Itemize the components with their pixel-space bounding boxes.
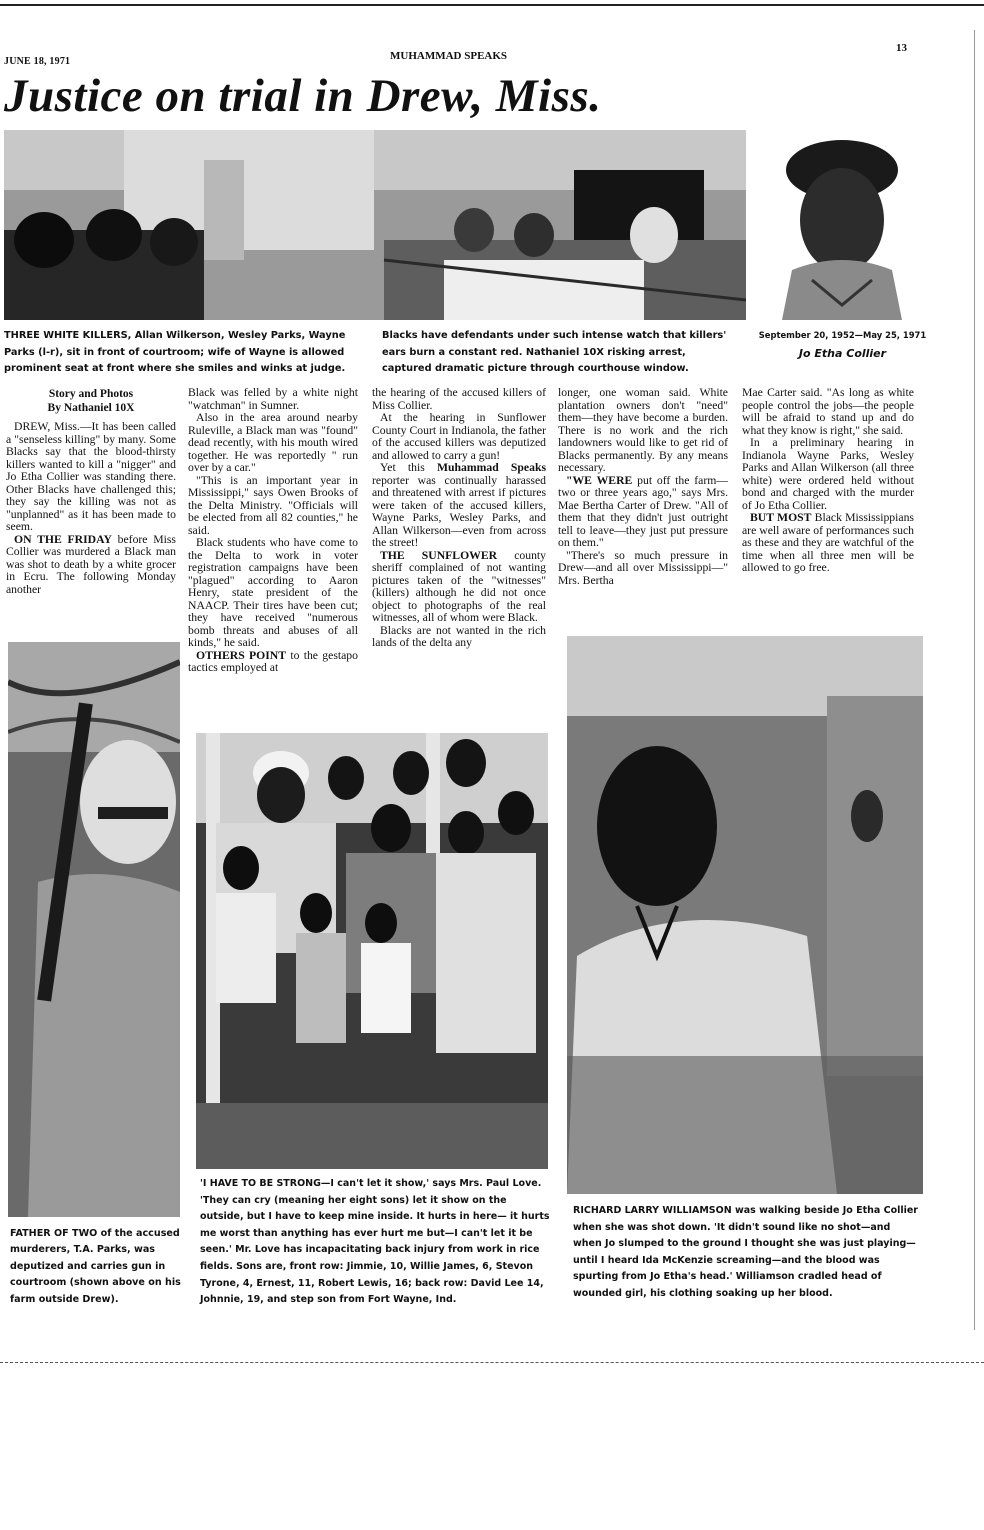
paragraph: Black was felled by a white night "watchman" in Sumner. xyxy=(188,386,358,412)
courtroom-photo-image xyxy=(4,130,746,320)
bottom-rule xyxy=(0,1362,984,1363)
paragraph: Black students who have come to the Delta to work in voter registration campaigns have been "plagued" according to Aaron Henry, state president of the NAACP. Their tires have been cut; they have received "numerous bomb threats and abuses of all kinds," he said. xyxy=(188,536,358,649)
williamson-photo xyxy=(567,636,923,1194)
portrait-image xyxy=(752,130,927,320)
paragraph: DREW, Miss.—It has been called a "senseless killing" by many. Some Blacks say that the blood-thirsty killers wanted to kill a "nigger" and Jo Etha Collier was standing there. Other Blacks have challenged this; they say the killing was not as "unplanned" as it has been made to seem. xyxy=(6,420,176,533)
top-rule xyxy=(0,4,984,6)
paragraph: "There's so much pressure in Drew—and all over Mississippi—" Mrs. Bertha xyxy=(558,548,728,587)
article-column-3 xyxy=(372,387,546,650)
paragraph xyxy=(372,462,546,550)
portrait-name: Jo Etha Collier xyxy=(798,347,887,360)
paragraph-text: to the gestapo tactics employed at xyxy=(188,648,358,674)
portrait-dates: September 20, 1952—May 25, 1971 xyxy=(758,330,927,340)
byline xyxy=(6,387,176,415)
page-number: 13 xyxy=(896,42,907,54)
paragraph xyxy=(372,550,546,625)
paragraph: Mae Carter said. "As long as white people control the jobs—the people will be afraid to stand up and do what they know is right," she said. xyxy=(742,386,914,437)
article-column-1 xyxy=(6,387,176,596)
paragraph: In a preliminary hearing in Indianola Wayne Parks, Wesley Parks and Allan Wilkerson (all three white) were ordered held without bond and charged with the murder of Jo Etha Collier. xyxy=(742,436,914,512)
paragraph: the hearing of the accused killers of Miss Collier. xyxy=(372,386,546,412)
paragraph-text: before Miss Collier was murdered a Black man was shot to death by a white grocer in Ecru. The following Monday another xyxy=(6,532,176,596)
father-caption: FATHER OF TWO of the accused murderers, T.A. Parks, was deputized and carries gun in courtroom (shown above on his farm outside Drew). xyxy=(10,1228,181,1305)
family-caption: 'I HAVE TO BE STRONG—I can't let it show,' says Mrs. Paul Love. 'They can cry (meaning her eight sons) let it show on the outside, but I have to keep mine inside. It hurts in here— it hurts me worst than anything has ever hurt me but—I can't let it be seen.' Mr. Love has incapacitating back injury from work in rice fields. Sons are, front row: Jimmie, 10, Willie James, 6, Stevon Tyrone, 4, Ernest, 11, Robert Lewis, 16; back row: David Lee 14, Johnnie, 19, and step son from Fort Wayne, Ind. xyxy=(200,1178,550,1306)
paragraph: longer, one woman said. White plantation owners don't "need" them—they have become a burden. There is no work and the rich landowners would like to get rid of Blacks permanently. By any means necessary. xyxy=(558,386,728,474)
byline-line-2: By Nathaniel 10X xyxy=(47,402,135,414)
lead-in: BUT MOST xyxy=(750,511,812,524)
issue-date: JUNE 18, 1971 xyxy=(4,56,71,67)
lead-in: THE SUNFLOWER xyxy=(380,548,498,562)
paragraph xyxy=(6,534,176,597)
courtroom-caption-left: THREE WHITE KILLERS, Allan Wilkerson, Wesley Parks, Wayne Parks (l-r), sit in front of courtroom; wife of Wayne is allowed prominent seat at front where she smiles and winks at judge. xyxy=(4,330,346,374)
lead-in: "WE WERE xyxy=(566,473,633,487)
paragraph-text: county sheriff complained of not wanting pictures taken of the "witnesses" (killers) although he did not once object to photographs of the real witnesses, all of whom were Black. xyxy=(372,548,547,624)
paragraph-text: reporter was continually harassed and threatened with arrest if pictures were taken of the accused killers, Wayne Parks, Wesley Parks, and Allan Wilkerson—even from across the street! xyxy=(372,473,546,549)
father-photo-image xyxy=(8,642,180,1217)
paper-name-bold: Muhammad Speaks xyxy=(437,461,546,474)
article-column-4 xyxy=(558,387,728,587)
lead-in: OTHERS POINT xyxy=(196,648,287,662)
courtroom-photo xyxy=(4,130,746,320)
paragraph-text: Black Mississippians are well aware of performances such as these and they are watchful of the time when all three men will be allowed to go free. xyxy=(742,511,914,574)
paragraph xyxy=(742,512,914,575)
newspaper-name: MUHAMMAD SPEAKS xyxy=(390,50,508,62)
lead-in: ON THE FRIDAY xyxy=(14,532,112,546)
article-column-5 xyxy=(742,387,914,575)
williamson-caption: RICHARD LARRY WILLIAMSON was walking beside Jo Etha Collier when she was shot down. 'It didn't sound like no shot—and when Jo slumped to the ground I thought she was just playing—until I heard Ida McKenzie screaming—and the blood was spurting from Jo Etha's head.' Williamson cradled head of wounded girl, his clothing soaking up her blood. xyxy=(573,1205,918,1299)
paragraph-text: Yet this xyxy=(380,461,438,474)
headline: Justice on trial in Drew, Miss. xyxy=(4,70,602,122)
byline-line-1: Story and Photos xyxy=(48,388,134,400)
paragraph xyxy=(558,475,728,550)
paragraph: At the hearing in Sunflower County Court in Indianola, the father of the accused killers was deputized and allowed to carry a gun! xyxy=(372,411,546,462)
paragraph xyxy=(188,650,358,675)
family-photo-image xyxy=(196,733,548,1169)
paragraph-text: put off the farm—two or three years ago," says Mrs. Mae Bertha Carter of Drew. "All of them that they didn't just outright tell to leave—they just put pressure on them." xyxy=(558,473,728,549)
father-photo xyxy=(8,642,180,1217)
article-column-2 xyxy=(188,387,358,675)
jo-etha-collier-portrait xyxy=(752,130,927,320)
courtroom-caption-right: Blacks have defendants under such intense watch that killers' ears burn a constant red. Nathaniel 10X risking arrest, captured dramatic picture through courthouse window. xyxy=(382,330,727,374)
williamson-photo-image xyxy=(567,636,923,1194)
love-family-photo xyxy=(196,733,548,1169)
paragraph: Blacks are not wanted in the rich lands of the delta any xyxy=(372,623,546,649)
paragraph: "This is an important year in Mississippi," says Owen Brooks of the Delta Ministry. "Officials will be elected from all 82 counties," he said. xyxy=(188,473,358,537)
paragraph: Also in the area around nearby Ruleville, a Black man was "found" dead recently, with his mouth wired together. He was reportedly " run over by a car." xyxy=(188,411,358,474)
page-edge-rule xyxy=(974,30,979,1330)
